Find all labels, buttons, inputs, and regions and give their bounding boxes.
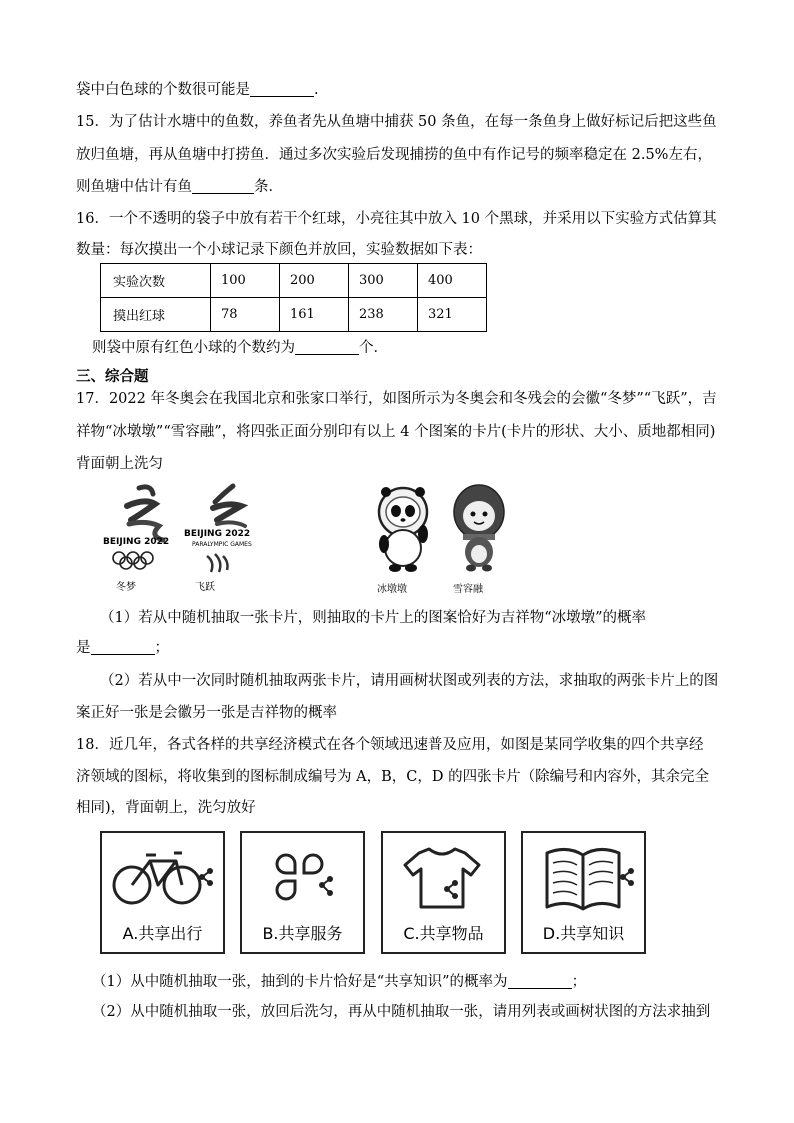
q15-line2: 放归鱼塘，再从鱼塘中打捞鱼．通过多次实验后发现捕捞的鱼中有作记号的频率稳定在 2.5%左右， [76, 147, 712, 163]
q16-line3-end: 个． [359, 340, 388, 356]
q15-line3 [76, 177, 283, 197]
card-b-shared-service [240, 831, 365, 954]
table-cell: 321 [418, 298, 487, 332]
q18-line2: 济领域的图标，将收集到的图标制成编号为 A，B，C，D 的四张卡片（除编号和内容外，其余完全 [76, 769, 710, 785]
table-cell: 实验次数 [101, 264, 211, 298]
olympic-emblems-figure [93, 476, 497, 600]
caption-feiyue: 飞跃 [195, 582, 215, 593]
tshirt-icon [383, 833, 504, 923]
q15-line3-end: 条． [254, 179, 283, 195]
q17-sub1-end: ； [154, 640, 169, 656]
emblem2-subtext: PARALYMPIC GAMES [192, 541, 252, 548]
olympic-rings-icon [111, 550, 191, 570]
card-label: A.共享出行 [122, 924, 203, 943]
q16-line2: 数量：每次摸出一个小球记录下颜色并放回，实验数据如下表： [76, 242, 482, 258]
q16-line3 [92, 338, 388, 358]
q14-end: . [314, 82, 319, 98]
q18-sub1 [92, 972, 586, 992]
card-label: D.共享知识 [542, 924, 625, 943]
emblem2-text: BEIJING 2022 [184, 529, 251, 539]
table-cell: 238 [349, 298, 418, 332]
q17-sub2-line2: 案正好一张是会徽另一张是吉祥物的概率 [76, 705, 337, 721]
q16-line1: 16．一个不透明的袋子中放有若干个红球，小亮往其中放入 10 个黑球，并采用以下实验方式估算其 [76, 211, 717, 227]
q18-sub1-text: （1）从中随机抽取一张，抽到的卡片恰好是“共享知识”的概率为 [92, 974, 508, 990]
q17-sub2-line1: （2）若从中一次同时随机抽取两张卡片，请用画树状图或列表的方法，求抽取的两张卡片上的图 [100, 673, 719, 689]
q18-sub1-end: ； [571, 974, 587, 990]
table-row [101, 264, 487, 298]
table-cell: 300 [349, 264, 418, 298]
q14-tail-text: 袋中白色球的个数很可能是 [76, 82, 250, 98]
answer-blank[interactable] [295, 339, 359, 355]
answer-blank[interactable] [91, 639, 155, 655]
bicycle-icon [102, 833, 223, 923]
table-cell: 100 [211, 264, 280, 298]
q16-line3-text: 则袋中原有红色小球的个数约为 [92, 340, 295, 356]
q17-line2: 祥物“冰墩墩”“雪容融”，将四张正面分别印有以上 4 个图案的卡片(卡片的形状、大小、质地都相同) [76, 424, 716, 440]
caption-dongmeng: 冬梦 [116, 582, 136, 593]
shuey-rhon-rhon-mascot-icon [449, 482, 511, 574]
card-d-shared-knowledge [521, 831, 646, 954]
q17-sub1-line1: （1）若从中随机抽取一张卡片，则抽取的卡片上的图案恰好为吉祥物“冰墩墩”的概率 [100, 610, 647, 626]
card-label: B.共享服务 [262, 924, 343, 943]
q15-line3-text: 则鱼塘中估计有鱼 [76, 179, 192, 195]
caption-xuerongrong: 雪容融 [453, 584, 483, 595]
emblem1-text: BEIJING 2022 [103, 537, 170, 547]
q17-sub1-text: 是 [76, 640, 91, 656]
q18-line3: 相同)，背面朝上，洗匀放好 [76, 800, 256, 816]
q17-sub1-line2 [76, 638, 169, 658]
table-cell: 摸出红球 [101, 298, 211, 332]
q17-line3: 背面朝上洗匀 [76, 456, 163, 472]
table-row [101, 298, 487, 332]
q14-tail-line [76, 80, 319, 100]
table-cell: 161 [280, 298, 349, 332]
answer-blank[interactable] [250, 81, 314, 97]
agitos-icon [201, 550, 231, 576]
clover-service-icon [242, 833, 363, 923]
open-book-icon [523, 833, 644, 923]
experiment-table [100, 263, 487, 332]
table-cell: 78 [211, 298, 280, 332]
card-a-shared-travel [100, 831, 225, 954]
answer-blank[interactable] [508, 973, 572, 989]
bing-dwen-dwen-mascot-icon [373, 482, 435, 574]
caption-bingdwendwen: 冰墩墩 [377, 584, 407, 595]
table-cell: 200 [280, 264, 349, 298]
table-cell: 400 [418, 264, 487, 298]
answer-blank[interactable] [192, 178, 254, 194]
section-heading: 三、综合题 [76, 369, 149, 385]
card-c-shared-goods [381, 831, 506, 954]
q18-line1: 18．近几年，各式各样的共享经济模式在各个领域迅速普及应用，如图是某同学收集的四个共享经 [76, 737, 704, 753]
q17-line1: 17．2022 年冬奥会在我国北京和张家口举行，如图所示为冬奥会和冬残会的会徽“冬梦”“飞跃”，吉 [76, 391, 717, 407]
q18-sub2: （2）从中随机抽取一张，放回后洗匀，再从中随机抽取一张，请用列表或画树状图的方法求抽到 [92, 1004, 711, 1020]
card-label: C.共享物品 [403, 924, 484, 943]
q15-line1: 15．为了估计水塘中的鱼数，养鱼者先从鱼塘中捕获 50 条鱼，在每一条鱼身上做好标记后把这些鱼 [76, 114, 717, 130]
